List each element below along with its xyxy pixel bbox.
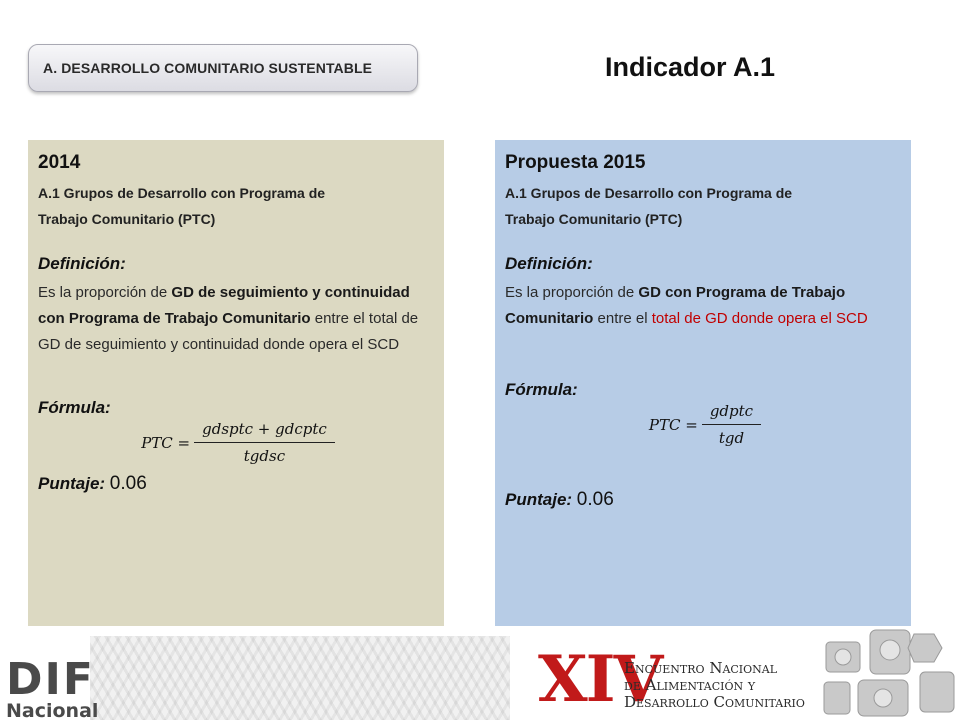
score-label: Puntaje: bbox=[505, 490, 573, 509]
indicator-name bbox=[505, 180, 901, 232]
event-number: XIV bbox=[538, 642, 662, 717]
formula-denominator: tgdsc bbox=[194, 442, 335, 465]
indicator-line-2: Trabajo Comunitario (PTC) bbox=[505, 211, 683, 227]
definition-label: Definición: bbox=[38, 254, 126, 273]
definition-text bbox=[38, 280, 434, 358]
indicator-line-1: A.1 Grupos de Desarrollo con Programa de bbox=[505, 185, 793, 201]
panel-2015 bbox=[495, 140, 911, 626]
dif-logo-letters: DIF bbox=[6, 654, 95, 705]
formula-denominator: tgd bbox=[702, 424, 761, 447]
definition-text bbox=[505, 280, 901, 332]
indicator-name bbox=[38, 180, 434, 232]
definition-bold: GD de seguimiento y continuidad con Programa de Trabajo Comunitario bbox=[38, 284, 410, 327]
definition-mid: entre el bbox=[593, 310, 652, 327]
score-value: 0.06 bbox=[576, 489, 614, 510]
event-line-1: Encuentro Nacional bbox=[624, 659, 778, 677]
formula-numerator: gdptc bbox=[709, 402, 754, 420]
formula-numerator: gdsptc + gdcptc bbox=[202, 420, 327, 438]
section-label: A. DESARROLLO COMUNITARIO SUSTENTABLE bbox=[28, 44, 418, 92]
formula-fraction bbox=[198, 420, 331, 465]
formula-lhs: PTC = bbox=[141, 433, 191, 452]
score bbox=[505, 489, 901, 511]
dif-logo-sub: Nacional bbox=[6, 700, 99, 722]
dif-logo bbox=[6, 654, 99, 722]
definition-red: total de GD donde opera el SCD bbox=[651, 310, 868, 327]
event-name bbox=[624, 660, 805, 711]
formula-fraction bbox=[706, 402, 757, 447]
formula-label: Fórmula: bbox=[38, 398, 111, 417]
panel-year: Propuesta 2015 bbox=[505, 152, 646, 173]
definition-post: entre el total de GD de seguimiento y continuidad donde opera el SCD bbox=[38, 310, 419, 353]
decorative-pattern-band bbox=[90, 636, 510, 720]
definition-label: Definición: bbox=[505, 254, 593, 273]
event-line-2: de Alimentación y bbox=[624, 676, 756, 694]
page-title: Indicador A.1 bbox=[604, 52, 776, 82]
definition-pre: Es la proporción de bbox=[38, 284, 172, 301]
formula bbox=[38, 420, 434, 465]
score bbox=[38, 473, 434, 495]
definition-red-bold: GD con Programa de Trabajo Comunitario bbox=[505, 284, 846, 327]
prehispanic-glyph-decoration bbox=[818, 624, 960, 720]
panel-year: 2014 bbox=[38, 152, 81, 173]
definition-pre: Es la proporción de bbox=[505, 284, 639, 301]
formula-lhs: PTC = bbox=[648, 415, 698, 434]
indicator-line-2: Trabajo Comunitario (PTC) bbox=[38, 211, 216, 227]
formula-label: Fórmula: bbox=[505, 380, 578, 399]
score-value: 0.06 bbox=[109, 473, 147, 494]
score-label: Puntaje: bbox=[38, 474, 106, 493]
panel-2014 bbox=[28, 140, 444, 626]
formula bbox=[505, 402, 901, 447]
event-line-3: Desarrollo Comunitario bbox=[624, 693, 805, 711]
indicator-line-1: A.1 Grupos de Desarrollo con Programa de bbox=[38, 185, 326, 201]
